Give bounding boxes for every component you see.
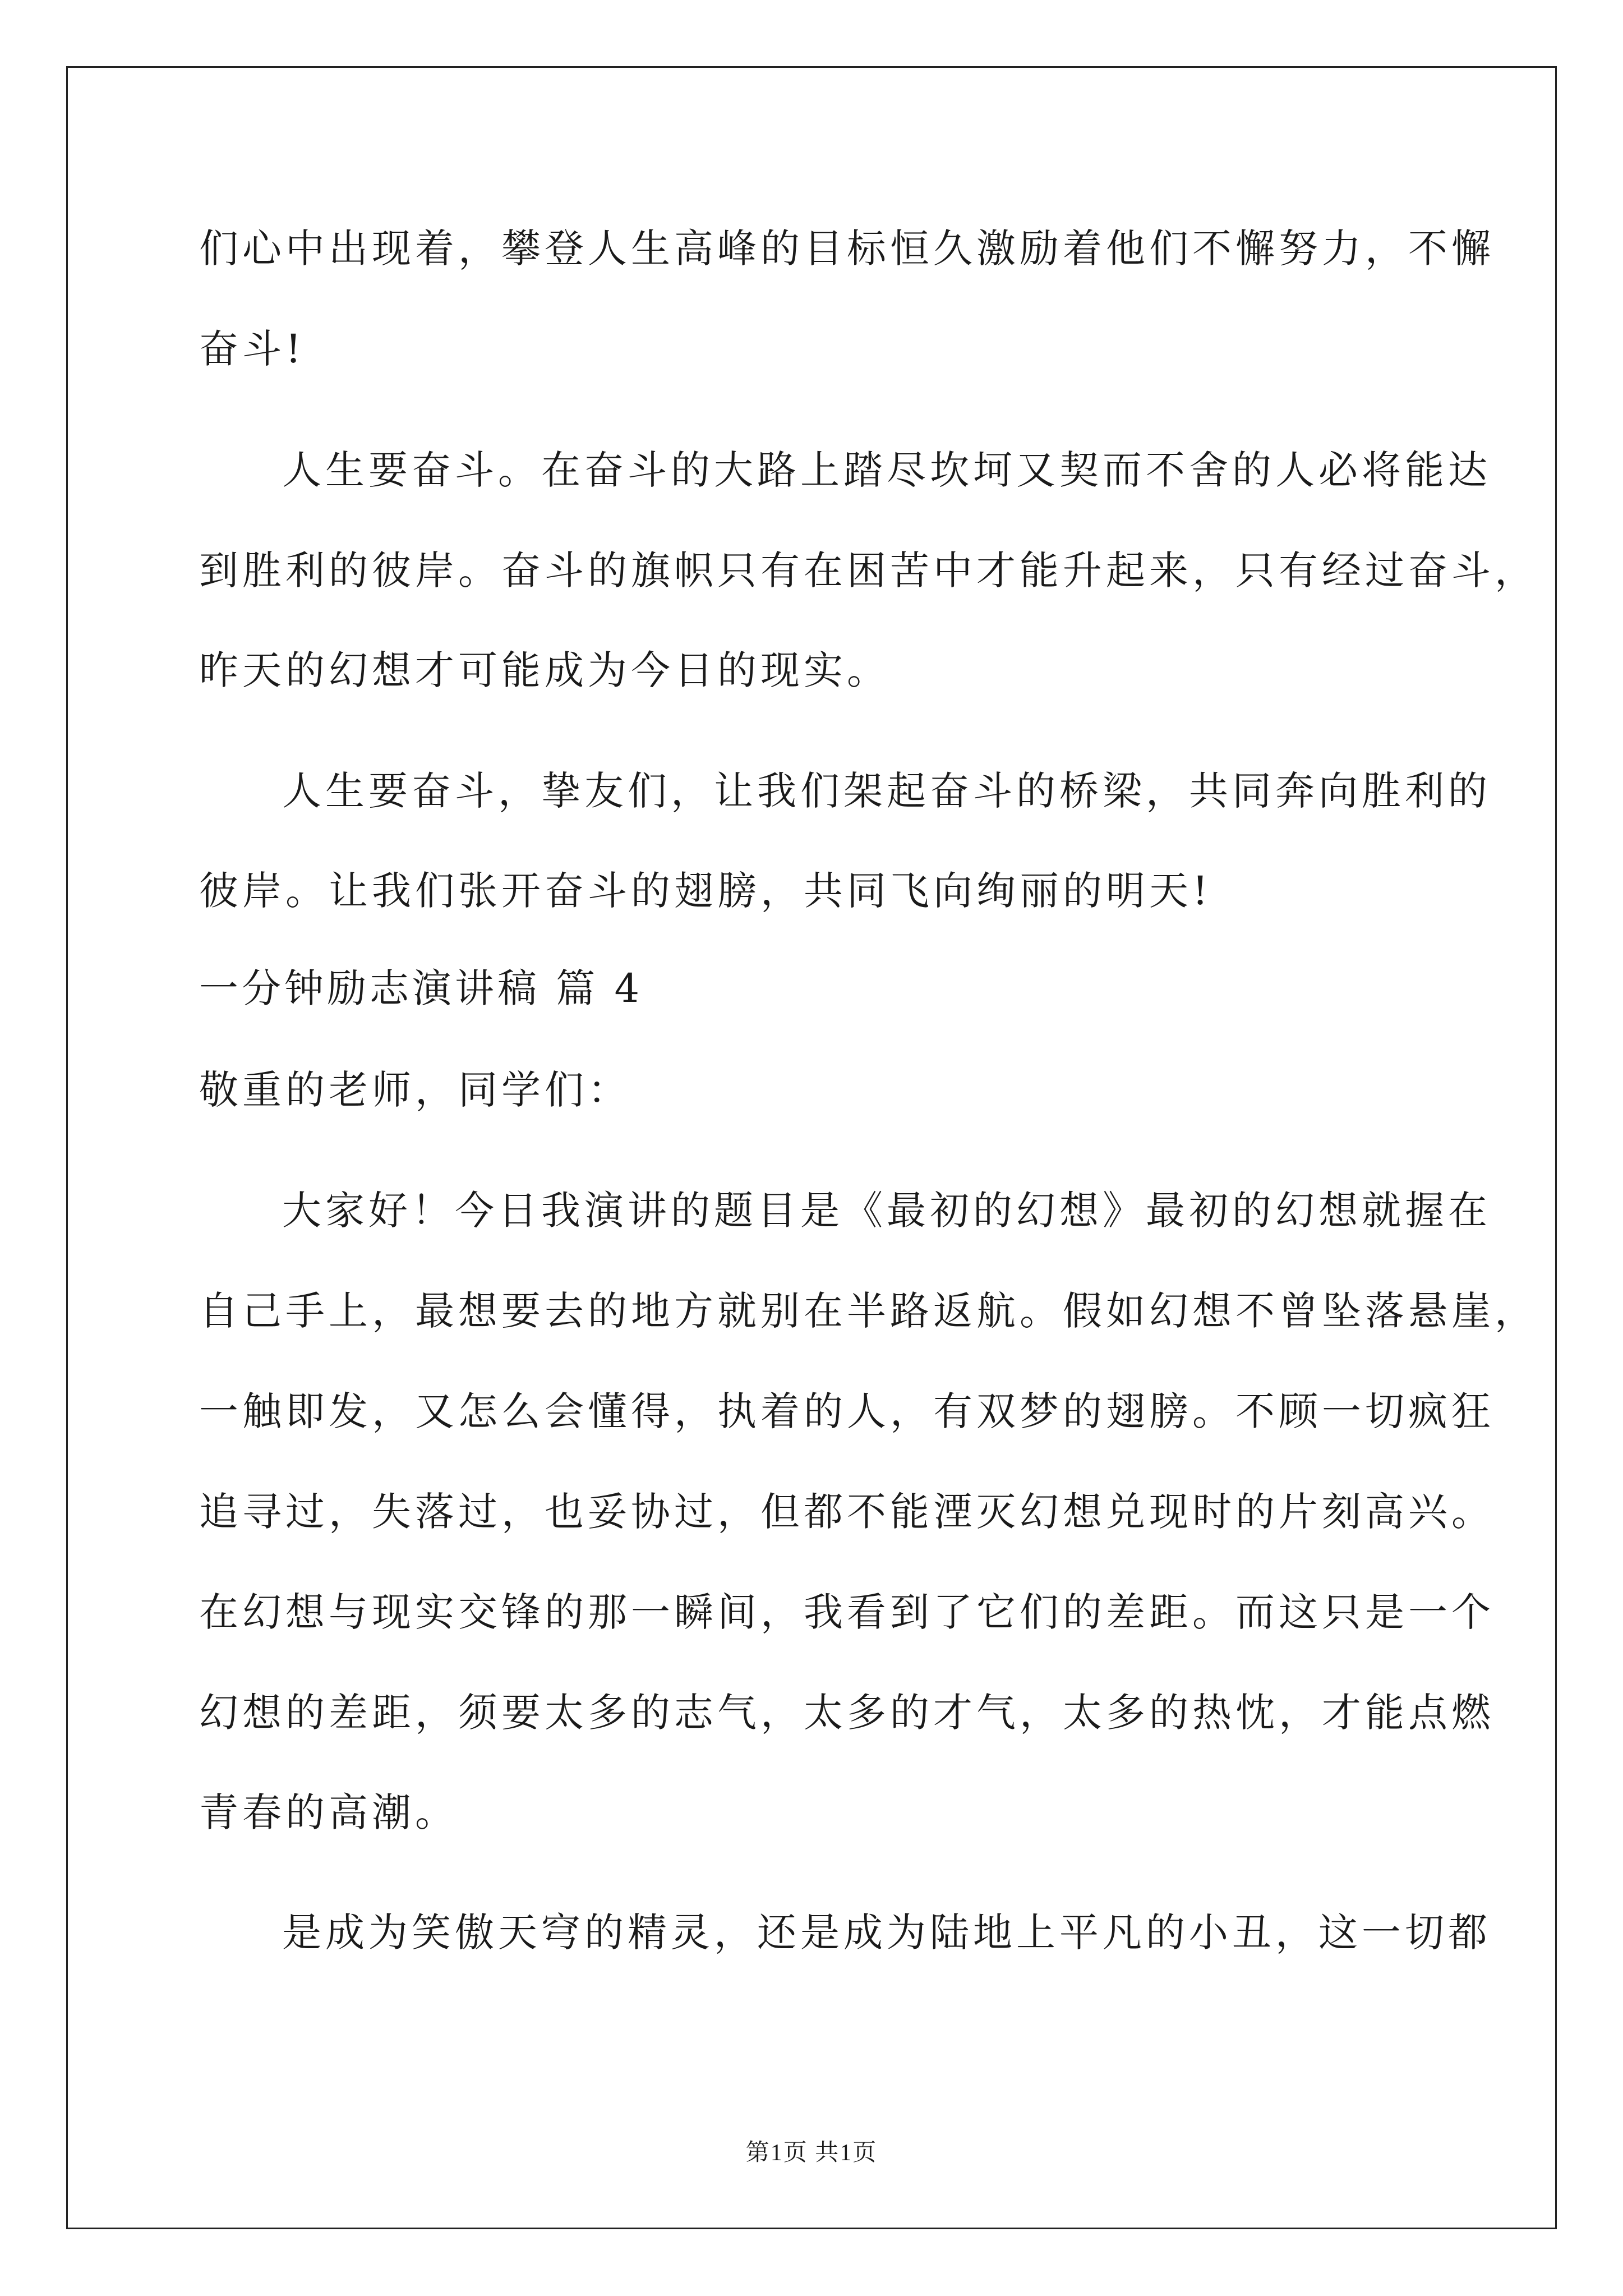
text-line: 奋斗!	[199, 326, 306, 372]
text-line: 幻想的差距，须要太多的志气，太多的才气，太多的热忱，才能点燃	[199, 1690, 1495, 1736]
text-line: 昨天的幻想才可能成为今日的现实。	[199, 647, 890, 693]
section-heading: 一分钟励志演讲稿 篇 4	[199, 965, 643, 1011]
page-number-footer: 第1页 共1页	[745, 2140, 878, 2166]
text-line: 彼岸。让我们张开奋斗的翅膀，共同飞向绚丽的明天!	[199, 868, 1212, 914]
page-border	[66, 66, 1557, 2229]
text-line: 追寻过，失落过，也妥协过，但都不能湮灭幻想兑现时的片刻高兴。	[199, 1489, 1495, 1535]
text-line: 在幻想与现实交锋的那一瞬间，我看到了它们的差距。而这只是一个	[199, 1589, 1495, 1635]
paragraph-start-line: 是成为笑傲天穹的精灵，还是成为陆地上平凡的小丑，这一切都	[282, 1910, 1491, 1955]
paragraph-start-line: 大家好！今日我演讲的题目是《最初的幻想》最初的幻想就握在	[282, 1188, 1491, 1234]
text-line: 自己手上，最想要去的地方就别在半路返航。假如幻想不曾坠落悬崖，	[199, 1288, 1538, 1334]
salutation-line: 敬重的老师，同学们：	[199, 1067, 631, 1113]
text-line: 到胜利的彼岸。奋斗的旗帜只有在困苦中才能升起来，只有经过奋斗，	[199, 547, 1538, 593]
paragraph-start-line: 人生要奋斗，挚友们，让我们架起奋斗的桥梁，共同奔向胜利的	[282, 768, 1491, 814]
text-line: 一触即发，又怎么会懂得，执着的人，有双梦的翅膀。不顾一切疯狂	[199, 1388, 1495, 1434]
text-line: 们心中出现着，攀登人生高峰的目标恒久激励着他们不懈努力，不懈	[199, 226, 1495, 272]
text-line: 青春的高潮。	[199, 1789, 458, 1835]
paragraph-start-line: 人生要奋斗。在奋斗的大路上踏尽坎坷又契而不舍的人必将能达	[282, 447, 1491, 493]
